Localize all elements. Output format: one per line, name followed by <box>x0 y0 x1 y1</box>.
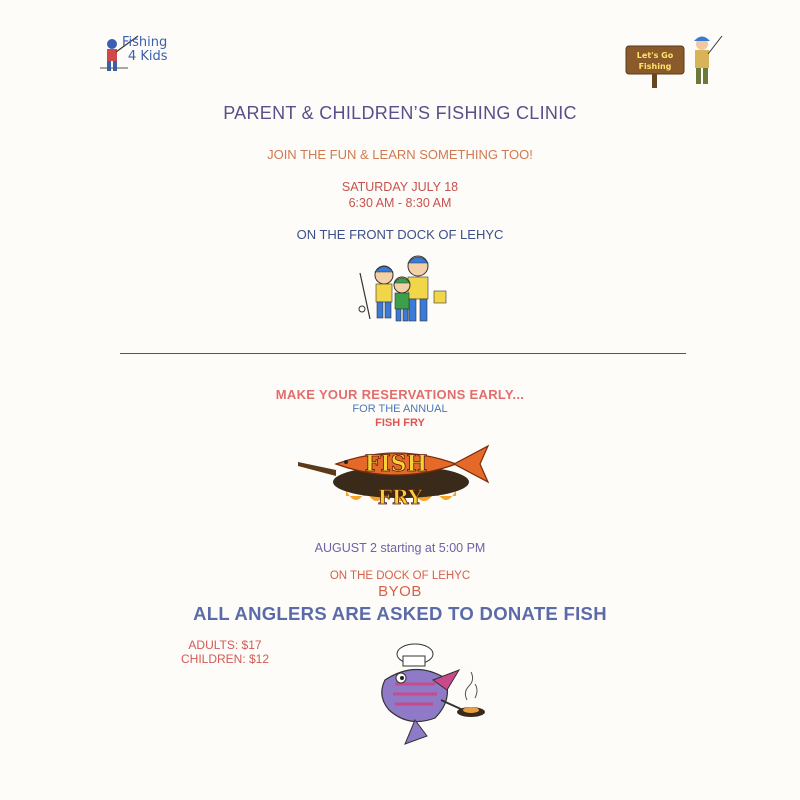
logo-left-line1: Fishing <box>122 35 168 50</box>
logo-right-line1: Let's Go <box>636 51 674 60</box>
fish-fry-logo-line2: FRY <box>377 485 423 509</box>
lets-go-fishing-logo <box>624 32 724 90</box>
clinic-title: PARENT & CHILDREN’S FISHING CLINIC <box>223 103 577 123</box>
clinic-date-block <box>0 179 800 211</box>
reservation-heading: MAKE YOUR RESERVATIONS EARLY... <box>275 387 525 402</box>
price-list <box>180 638 270 666</box>
children-price: CHILDREN: $12 <box>180 652 270 666</box>
byob-label: BYOB <box>378 583 422 600</box>
fish-fry-date-suffix: starting at 5:00 PM <box>380 541 486 555</box>
clinic-date: SATURDAY JULY 18 <box>341 180 459 194</box>
fish-fry-date <box>0 541 800 555</box>
fish-fry-logo-line1: FISH <box>364 451 428 477</box>
section-divider <box>120 353 686 354</box>
family-fishing-illustration <box>352 255 452 327</box>
fish-fry-logo <box>296 440 496 514</box>
fishing-4-kids-logo <box>98 28 186 88</box>
clinic-location: ON THE FRONT DOCK OF LEHYC <box>296 227 504 242</box>
fish-fry-date-prefix: AUGUST 2 <box>314 541 377 555</box>
logo-right-line2: Fishing <box>638 62 672 71</box>
fish-fry-location: ON THE DOCK OF LEHYC <box>329 570 471 582</box>
adults-price: ADULTS: $17 <box>188 638 262 652</box>
fish-fry-label: FISH FRY <box>375 417 425 429</box>
chef-fish-illustration <box>375 640 490 748</box>
clinic-time: 6:30 AM - 8:30 AM <box>348 196 452 210</box>
anglers-notice: ALL ANGLERS ARE ASKED TO DONATE FISH <box>193 603 607 624</box>
annual-label: FOR THE ANNUAL <box>352 403 448 415</box>
clinic-tagline: JOIN THE FUN & LEARN SOMETHING TOO! <box>267 147 533 162</box>
logo-left-line2: 4 Kids <box>128 49 168 64</box>
